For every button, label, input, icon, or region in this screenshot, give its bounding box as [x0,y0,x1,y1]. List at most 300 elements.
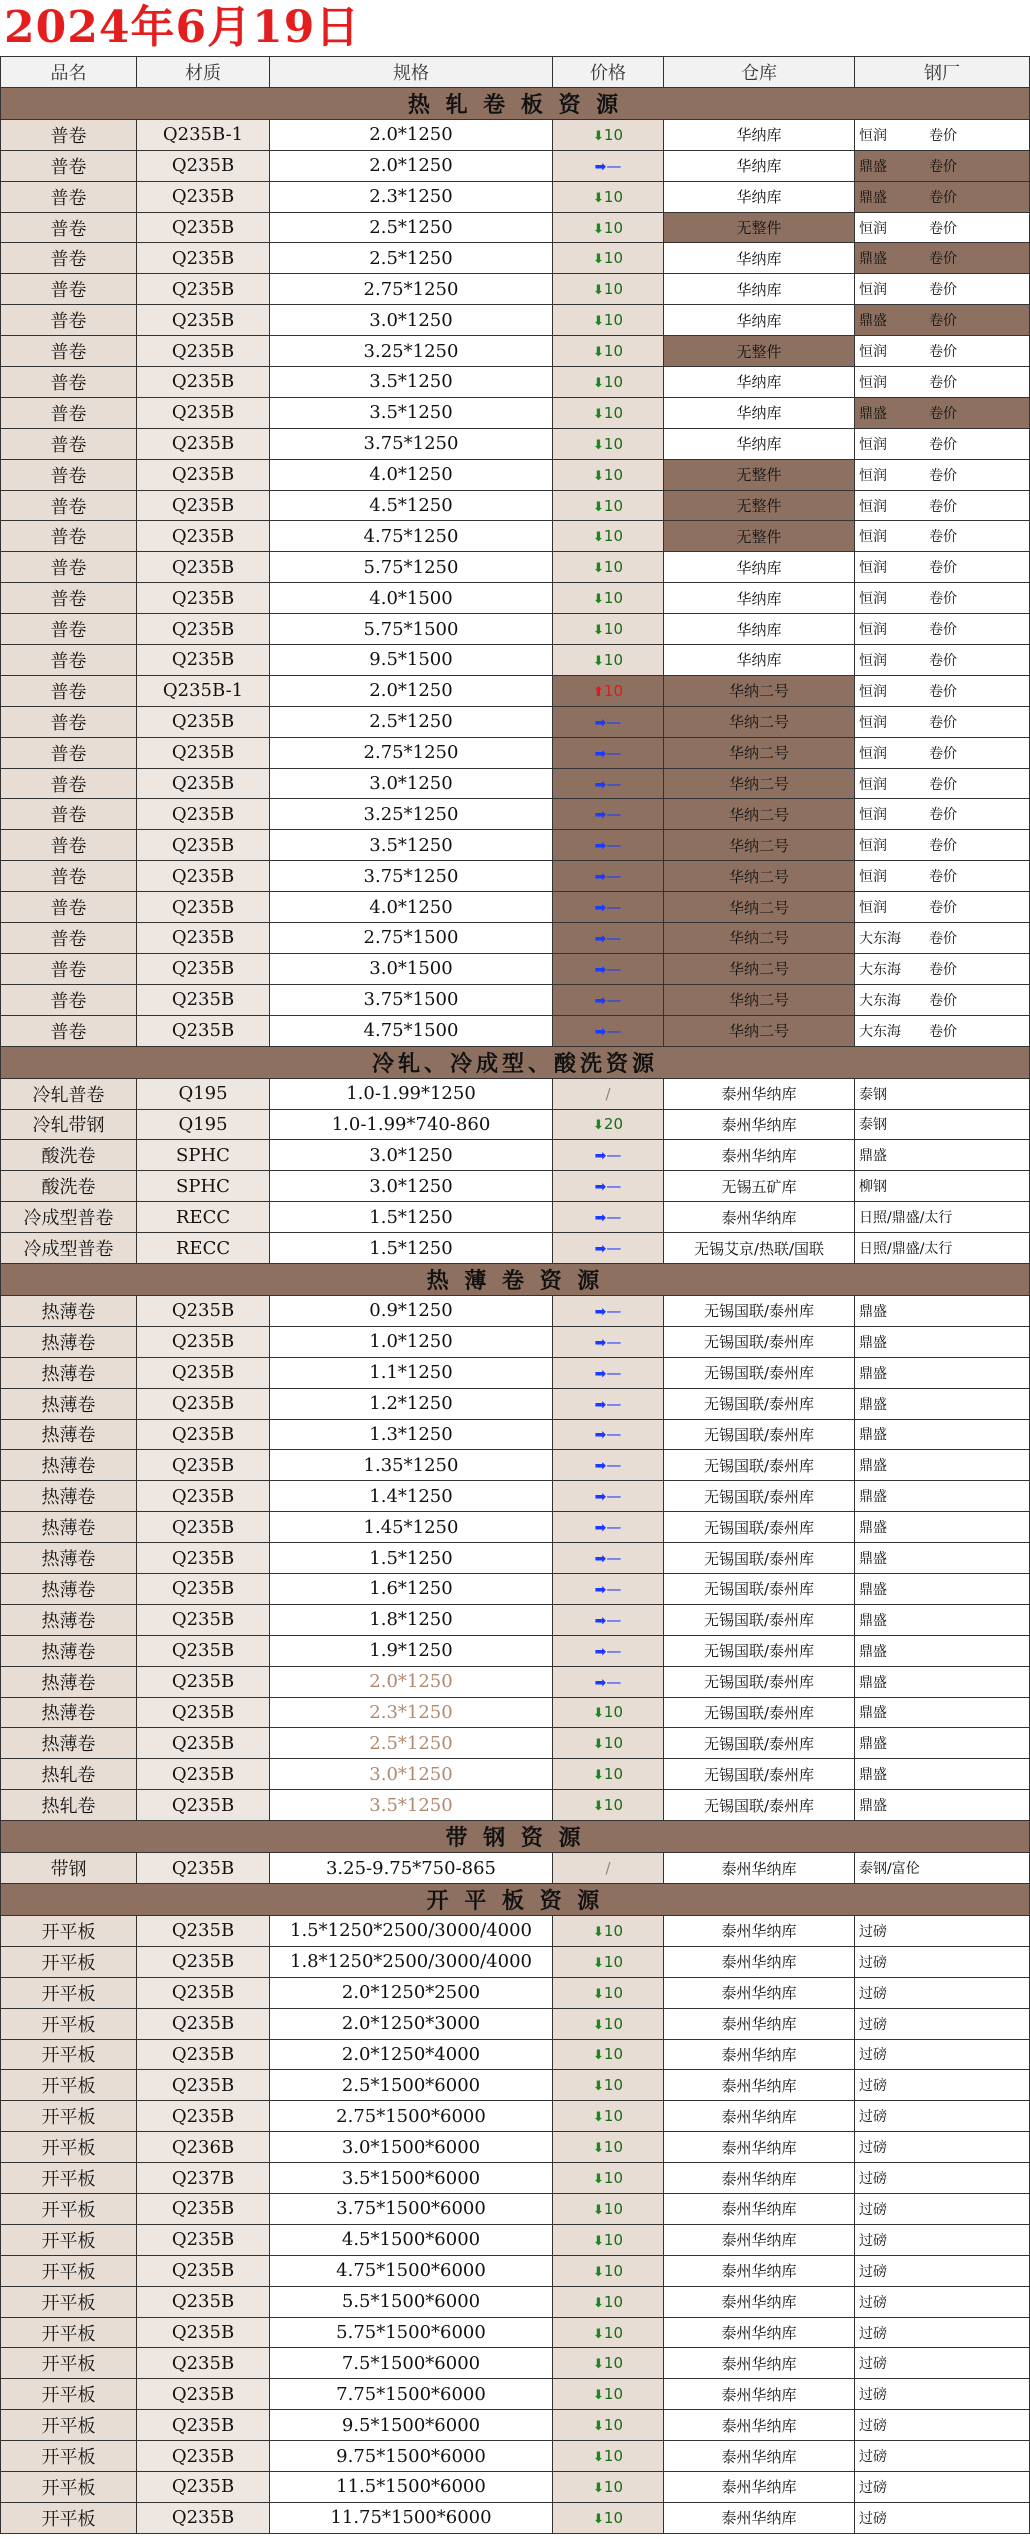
warehouse-cell: 泰州华纳库 [664,2255,855,2286]
arrow-down-icon: ⬇ [593,190,604,206]
material-cell: Q235B [137,274,270,305]
mill-cell [855,768,1030,799]
mill-name: 过磅 [859,1954,887,1971]
spec-cell: 1.8*1250*2500/3000/4000 [270,1946,553,1977]
material-cell: Q235B [137,614,270,645]
product-name-cell: 热轧卷 [1,1759,137,1790]
price-type-note: 卷价 [929,344,957,361]
spec-cell: 1.8*1250 [270,1604,553,1635]
price-change-value: — [606,867,622,886]
arrow-right-icon: ➡ [594,900,607,917]
table-row [1,336,1030,367]
table-row [1,1481,1030,1512]
material-cell: Q235B [137,1759,270,1790]
product-name-cell: 开平板 [1,2348,137,2379]
table-row [1,150,1030,181]
warehouse-cell: 华纳二号 [664,923,855,954]
arrow-right-icon: ➡ [594,1581,607,1598]
arrow-down-icon: ⬇ [593,2079,604,2095]
table-row [1,1977,1030,2008]
spec-cell: 2.75*1250 [270,274,553,305]
mill-cell [855,1295,1030,1326]
spec-cell: 2.0*1250*4000 [270,2039,553,2070]
spec-cell: 2.75*1500 [270,923,553,954]
price-type-note: 卷价 [929,622,957,639]
material-cell: Q235B [137,645,270,676]
price-cell [553,984,664,1015]
mill-name: 过磅 [859,2449,887,2466]
table-row [1,706,1030,737]
price-change-value: / [605,1084,611,1103]
material-cell: Q235B [137,212,270,243]
price-change-value: — [606,1394,622,1413]
spec-cell: 7.5*1500*6000 [270,2348,553,2379]
warehouse-cell: 华纳库 [664,305,855,336]
mill-name: 过磅 [859,2294,887,2311]
warehouse-cell: 无锡五矿库 [664,1171,855,1202]
mill-name: 恒润 [859,374,887,391]
warehouse-cell: 华纳二号 [664,768,855,799]
spec-cell: 4.5*1250 [270,490,553,521]
price-cell [553,1697,664,1728]
spec-cell: 1.5*1250 [270,1202,553,1233]
arrow-down-icon: ⬇ [593,375,604,391]
arrow-down-icon: ⬇ [593,283,604,299]
price-change-value: — [606,1549,622,1568]
price-type-note: 卷价 [929,127,957,144]
spec-cell: 1.2*1250 [270,1388,553,1419]
warehouse-cell: 无锡国联/泰州库 [664,1759,855,1790]
price-change-value: 10 [603,2354,623,2373]
product-name-cell: 热薄卷 [1,1419,137,1450]
spec-cell: 4.0*1250 [270,459,553,490]
mill-cell [855,1728,1030,1759]
warehouse-cell: 华纳库 [664,428,855,459]
price-cell [553,892,664,923]
table-row [1,614,1030,645]
product-name-cell: 普卷 [1,830,137,861]
table-row [1,1512,1030,1543]
mill-cell [855,583,1030,614]
arrow-down-icon: ⬇ [593,2480,604,2496]
mill-name: 过磅 [859,2232,887,2249]
table-row [1,923,1030,954]
price-type-note: 卷价 [929,374,957,391]
mill-name: 恒润 [859,282,887,299]
table-row [1,1543,1030,1574]
mill-cell [855,1946,1030,1977]
price-change-value: 10 [603,2323,623,2342]
price-type-note: 卷价 [929,714,957,731]
spec-cell: 2.0*1250*2500 [270,1977,553,2008]
price-change-value: 10 [603,496,623,515]
price-change-value: 10 [603,2045,623,2064]
arrow-down-icon: ⬇ [593,2233,604,2249]
warehouse-cell: 华纳库 [664,645,855,676]
product-name-cell: 普卷 [1,737,137,768]
material-cell: Q235B [137,2317,270,2348]
mill-cell [855,614,1030,645]
price-type-note: 卷价 [929,930,957,947]
material-cell: Q235B [137,2286,270,2317]
price-cell [553,212,664,243]
material-cell: Q235B [137,1604,270,1635]
price-cell [553,2008,664,2039]
table-row [1,768,1030,799]
mill-cell [855,1512,1030,1543]
mill-cell [855,1419,1030,1450]
price-change-value: — [606,1487,622,1506]
price-cell [553,2379,664,2410]
price-cell [553,1388,664,1419]
mill-name: 过磅 [859,2510,887,2527]
price-change-value: — [606,928,622,947]
product-name-cell: 热薄卷 [1,1388,137,1419]
price-cell [553,1233,664,1264]
arrow-right-icon: ➡ [594,1334,607,1351]
product-name-cell: 热薄卷 [1,1326,137,1357]
mill-name: 恒润 [859,529,887,546]
arrow-down-icon: ⬇ [593,1118,604,1134]
material-cell: Q235B [137,1295,270,1326]
arrow-right-icon: ➡ [594,838,607,855]
material-cell: Q235B [137,2194,270,2225]
mill-name: 过磅 [859,1923,887,1940]
mill-name: 大东海 [859,930,901,947]
warehouse-cell: 泰州华纳库 [664,1915,855,1946]
spec-cell: 3.0*1250 [270,1140,553,1171]
price-cell [553,953,664,984]
mill-name: 过磅 [859,2418,887,2435]
table-row [1,428,1030,459]
price-change-value: 10 [603,2292,623,2311]
mill-name: 过磅 [859,2356,887,2373]
section-header [1,1883,1030,1915]
price-change-value: — [606,1301,622,1320]
mill-name: 鼎盛 [859,1551,887,1568]
product-name-cell: 开平板 [1,2132,137,2163]
warehouse-cell: 华纳二号 [664,953,855,984]
price-type-note: 卷价 [929,158,957,175]
mill-cell [855,1109,1030,1140]
mill-name: 鼎盛 [859,1705,887,1722]
spec-cell: 2.3*1250 [270,1697,553,1728]
mill-cell [855,521,1030,552]
mill-cell [855,830,1030,861]
mill-name: 鼎盛 [859,313,887,330]
table-row [1,1388,1030,1419]
mill-cell [855,2008,1030,2039]
price-cell [553,2039,664,2070]
table-row [1,397,1030,428]
warehouse-cell: 无锡国联/泰州库 [664,1573,855,1604]
mill-cell [855,953,1030,984]
material-cell: Q235B [137,243,270,274]
warehouse-cell: 泰州华纳库 [664,1853,855,1884]
arrow-right-icon: ➡ [594,1303,607,1320]
arrow-down-icon: ⬇ [593,1799,604,1815]
price-change-value: — [606,959,622,978]
table-row [1,1604,1030,1635]
table-row [1,892,1030,923]
product-name-cell: 普卷 [1,552,137,583]
arrow-down-icon: ⬇ [593,128,604,144]
table-row [1,119,1030,150]
mill-name: 恒润 [859,220,887,237]
product-name-cell: 普卷 [1,614,137,645]
mill-cell [855,2224,1030,2255]
spec-cell: 1.0-1.99*1250 [270,1078,553,1109]
product-name-cell: 热轧卷 [1,1790,137,1821]
price-cell [553,2502,664,2533]
spec-cell: 0.9*1250 [270,1295,553,1326]
price-change-value: — [606,1021,622,1040]
arrow-down-icon: ⬇ [593,592,604,608]
material-cell: Q235B [137,1481,270,1512]
material-cell: Q235B [137,1728,270,1759]
mill-name: 恒润 [859,127,887,144]
warehouse-cell: 华纳二号 [664,984,855,1015]
table-row [1,2379,1030,2410]
product-name-cell: 热薄卷 [1,1357,137,1388]
arrow-right-icon: ➡ [594,1643,607,1660]
spec-cell: 3.25-9.75*750-865 [270,1853,553,1884]
table-row [1,1357,1030,1388]
mill-name: 恒润 [859,560,887,577]
mill-cell [855,1357,1030,1388]
table-row [1,1759,1030,1790]
price-type-note: 卷价 [929,405,957,422]
mill-name: 日照/鼎盛/太行 [859,1210,953,1227]
mill-cell [855,1697,1030,1728]
mill-cell [855,2472,1030,2503]
table-row [1,1233,1030,1264]
warehouse-cell: 泰州华纳库 [664,2224,855,2255]
spec-cell: 2.5*1250 [270,212,553,243]
price-cell [553,1450,664,1481]
price-change-value: 10 [603,2508,623,2527]
mill-name: 恒润 [859,807,887,824]
price-cell [553,397,664,428]
mill-cell [855,1666,1030,1697]
product-name-cell: 普卷 [1,274,137,305]
mill-name: 恒润 [859,869,887,886]
mill-cell [855,2502,1030,2533]
warehouse-cell: 华纳库 [664,243,855,274]
price-change-value: — [606,1332,622,1351]
product-name-cell: 普卷 [1,336,137,367]
spec-cell: 3.5*1250 [270,367,553,398]
price-change-value: 20 [603,1115,623,1134]
material-cell: Q235B [137,1977,270,2008]
arrow-down-icon: ⬇ [593,2388,604,2404]
mill-cell [855,119,1030,150]
price-cell [553,428,664,459]
spec-cell: 1.0*1250 [270,1326,553,1357]
material-cell: Q235B [137,1357,270,1388]
price-cell [553,2348,664,2379]
product-name-cell: 开平板 [1,2070,137,2101]
price-change-value: — [606,712,622,731]
price-cell [553,2286,664,2317]
arrow-down-icon: ⬇ [593,2511,604,2527]
table-row [1,181,1030,212]
price-change-value: 10 [603,403,623,422]
product-name-cell: 普卷 [1,706,137,737]
price-change-value: 10 [603,218,623,237]
mill-cell [855,181,1030,212]
table-row [1,490,1030,521]
price-cell [553,1977,664,2008]
spec-cell: 2.75*1500*6000 [270,2101,553,2132]
mill-name: 泰钢/富伦 [859,1861,920,1878]
table-row [1,552,1030,583]
product-name-cell: 开平板 [1,2039,137,2070]
material-cell: Q235B [137,1450,270,1481]
table-row [1,1109,1030,1140]
arrow-down-icon: ⬇ [593,345,604,361]
warehouse-cell: 无锡国联/泰州库 [664,1419,855,1450]
arrow-down-icon: ⬇ [593,2110,604,2126]
mill-cell [855,1202,1030,1233]
table-row [1,243,1030,274]
material-cell: Q235B [137,1015,270,1046]
material-cell: SPHC [137,1171,270,1202]
table-row [1,2441,1030,2472]
arrow-right-icon: ➡ [594,714,607,731]
mill-cell [855,1790,1030,1821]
material-cell: Q235B [137,706,270,737]
warehouse-cell: 泰州华纳库 [664,2502,855,2533]
table-row [1,1202,1030,1233]
arrow-right-icon: ➡ [594,807,607,824]
price-cell [553,243,664,274]
price-change-value: 10 [603,434,623,453]
product-name-cell: 开平板 [1,1977,137,2008]
product-name-cell: 开平板 [1,2502,137,2533]
mill-cell [855,1171,1030,1202]
price-cell [553,583,664,614]
table-row [1,212,1030,243]
material-cell: Q235B [137,2070,270,2101]
material-cell: Q235B [137,2008,270,2039]
material-cell: Q235B [137,861,270,892]
mill-cell [855,2039,1030,2070]
spec-cell: 3.75*1500 [270,984,553,1015]
arrow-down-icon: ⬇ [593,314,604,330]
arrow-down-icon: ⬇ [593,2419,604,2435]
table-row [1,2255,1030,2286]
price-cell [553,1946,664,1977]
product-name-cell: 普卷 [1,923,137,954]
material-cell: Q195 [137,1109,270,1140]
spec-cell: 3.25*1250 [270,336,553,367]
material-cell: Q235B [137,1543,270,1574]
arrow-down-icon: ⬇ [593,2264,604,2280]
price-cell [553,150,664,181]
mill-name: 鼎盛 [859,1736,887,1753]
product-name-cell: 冷成型普卷 [1,1233,137,1264]
warehouse-cell: 泰州华纳库 [664,2101,855,2132]
mill-name: 柳钢 [859,1179,887,1196]
header-cell-material: 材质 [137,57,270,88]
section-header [1,87,1030,119]
price-change-value: 10 [603,2447,623,2466]
spec-cell: 1.5*1250 [270,1233,553,1264]
spec-cell: 5.75*1500 [270,614,553,645]
warehouse-cell: 无锡国联/泰州库 [664,1450,855,1481]
warehouse-cell: 无锡国联/泰州库 [664,1666,855,1697]
arrow-down-icon: ⬇ [593,561,604,577]
price-change-value: 10 [603,2169,623,2188]
price-cell [553,2472,664,2503]
price-type-note: 卷价 [929,900,957,917]
warehouse-cell: 泰州华纳库 [664,1202,855,1233]
mill-name: 恒润 [859,467,887,484]
spec-cell: 1.3*1250 [270,1419,553,1450]
spec-cell: 2.5*1250 [270,243,553,274]
table-row [1,799,1030,830]
mill-cell [855,923,1030,954]
mill-name: 鼎盛 [859,1396,887,1413]
price-cell [553,645,664,676]
product-name-cell: 普卷 [1,799,137,830]
mill-name: 鼎盛 [859,1612,887,1629]
product-name-cell: 开平板 [1,1946,137,1977]
material-cell: Q235B [137,799,270,830]
mill-name: 鼎盛 [859,189,887,206]
arrow-right-icon: ➡ [594,158,607,175]
price-type-note: 卷价 [929,529,957,546]
warehouse-cell: 无整件 [664,521,855,552]
price-type-note: 卷价 [929,745,957,762]
section-header [1,1821,1030,1853]
mill-cell [855,459,1030,490]
spec-cell: 2.3*1250 [270,181,553,212]
price-change-value: — [606,836,622,855]
price-cell [553,799,664,830]
table-row [1,2410,1030,2441]
table-row [1,2163,1030,2194]
spec-cell: 3.0*1500 [270,953,553,984]
table-row [1,1419,1030,1450]
product-name-cell: 普卷 [1,861,137,892]
material-cell: Q235B [137,2101,270,2132]
mill-cell [855,1604,1030,1635]
price-change-value: 10 [603,589,623,608]
section-title: 热 薄 卷 资 源 [1,1263,1030,1295]
warehouse-cell: 泰州华纳库 [664,2379,855,2410]
material-cell: Q235B [137,397,270,428]
section-header [1,1263,1030,1295]
product-name-cell: 普卷 [1,583,137,614]
price-cell [553,2317,664,2348]
spec-cell: 3.0*1250 [270,1171,553,1202]
mill-name: 鼎盛 [859,1643,887,1660]
table-row [1,2224,1030,2255]
warehouse-cell: 华纳库 [664,583,855,614]
product-name-cell: 开平板 [1,2441,137,2472]
price-cell [553,2194,664,2225]
mill-cell [855,1543,1030,1574]
material-cell: Q235B [137,1419,270,1450]
price-cell [553,1078,664,1109]
mill-cell [855,490,1030,521]
spec-cell: 4.0*1500 [270,583,553,614]
warehouse-cell: 无整件 [664,336,855,367]
warehouse-cell: 华纳二号 [664,892,855,923]
mill-cell [855,892,1030,923]
